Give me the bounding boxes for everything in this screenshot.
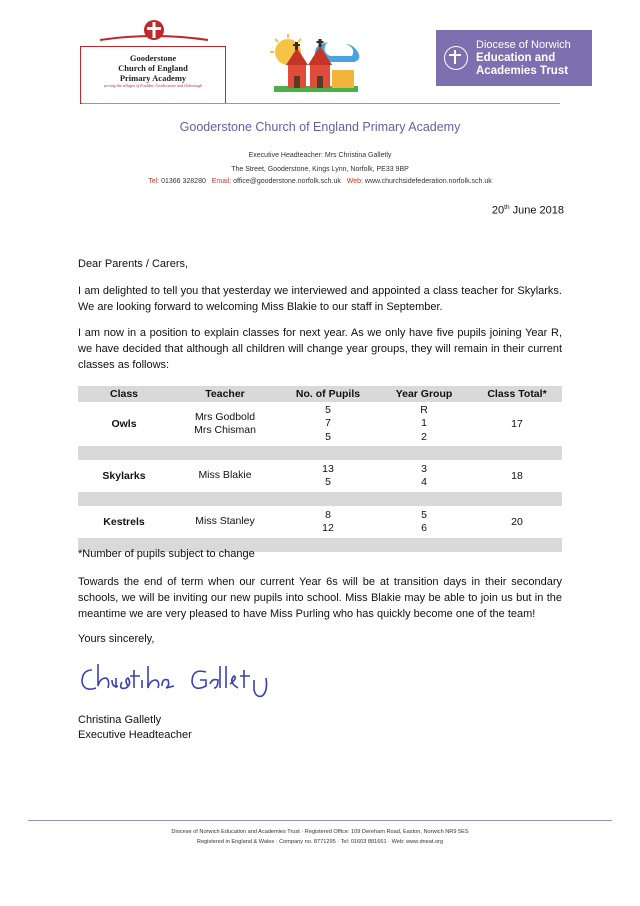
school-logo: [80, 18, 228, 86]
table-row: [78, 402, 562, 446]
teacher-name: Miss Stanley: [195, 515, 255, 528]
class-total: 18: [511, 470, 523, 482]
diocese-logo-line2: Education and: [476, 51, 556, 64]
headteacher-line: Executive Headteacher: Mrs Christina Galletly: [248, 152, 392, 159]
table-header: [78, 386, 562, 402]
paragraph-1: I am delighted to tell you that yesterday we interviewed and appointed a class teacher for Skylarks. We are looking forward to welcoming Miss Blakie to our staff in September.: [78, 285, 562, 313]
pupil-count: 12: [322, 522, 334, 534]
pupils-cell: [280, 463, 376, 490]
table-separator: [78, 492, 562, 506]
pupil-count: 8: [325, 508, 331, 521]
school-logo-line1: Gooderstone: [129, 53, 177, 63]
header-teacher: Teacher: [205, 388, 245, 400]
year-group: 3: [421, 462, 427, 475]
tel-label: Tel:: [148, 178, 160, 185]
pupil-count: 13: [322, 462, 334, 475]
header-class-total: Class Total*: [487, 388, 547, 400]
year-group: 4: [421, 476, 427, 488]
salutation: Dear Parents / Carers,: [78, 258, 189, 270]
email-label: Email:: [211, 178, 232, 185]
footer-line2: Registered in England & Wales · Company no. 8771295 · Tel: 01603 881661 · Web: www.dneat.org: [196, 839, 444, 845]
year-cell: [376, 463, 472, 490]
email-link[interactable]: office@gooderstone.norfolk.sch.uk: [233, 178, 341, 185]
paragraph-2: I am now in a position to explain classes for next year. As we only have five pupils joining Year R, we have decided that although all children will change year groups, they will remain in their current classes as follows:: [78, 327, 562, 371]
church-icon: [266, 34, 364, 94]
year-group: 2: [421, 430, 427, 443]
teacher-cell: [170, 411, 280, 438]
header-pupils: No. of Pupils: [295, 388, 361, 400]
school-logo-line3: Primary Academy: [119, 73, 187, 83]
handwritten-signature: [78, 656, 298, 700]
address-line: The Street, Gooderstone, Kings Lynn, Norfolk, PE33 9BP: [231, 166, 409, 173]
date-suffix: th: [504, 204, 510, 211]
signer-title: Executive Headteacher: [78, 729, 192, 741]
pupil-count: 7: [325, 417, 331, 430]
class-name: Skylarks: [102, 470, 146, 482]
closing: Yours sincerely,: [78, 633, 155, 645]
contact-line: [0, 178, 640, 185]
diocese-logo: [436, 30, 592, 86]
pupils-cell: [280, 404, 376, 445]
teacher-name: Mrs Godbold: [194, 410, 256, 423]
footnote: *Number of pupils subject to change: [78, 548, 255, 560]
teacher-name: Miss Blakie: [198, 469, 252, 482]
signer-block: [78, 713, 192, 743]
school-logo-tagline: serving the villages of Foulden, Gooderstone and Oxborough: [103, 83, 203, 88]
date-rest: June 2018: [509, 204, 564, 217]
web-link[interactable]: www.churchsidefederation.norfolk.sch.uk: [364, 178, 492, 185]
class-total: 20: [511, 516, 523, 528]
year-group: R: [420, 403, 428, 416]
paragraph-3: Towards the end of term when our current Year 6s will be at transition days in their secondary schools, we will be inviting our new pupils into school. Miss Blakie may be able to join us but in the meantime we are very pleased to have Miss Purling who has quickly become one of the team!: [78, 576, 562, 620]
letter-date: [492, 204, 564, 217]
year-cell: [376, 509, 472, 536]
class-name: Owls: [111, 418, 137, 430]
header-divider: [82, 103, 560, 104]
teacher-name: Mrs Chisman: [194, 424, 256, 436]
table-row: [78, 460, 562, 492]
diocese-logo-line3: Academies Trust: [476, 64, 569, 77]
school-title: Gooderstone Church of England Primary Academy: [179, 120, 461, 134]
table-separator: [78, 446, 562, 460]
pupil-count: 5: [325, 403, 331, 416]
footer-line1: Diocese of Norwich Education and Academies Trust · Registered Office: 109 Dereham Road, Easton, Norwich NR9 5ES: [171, 829, 469, 835]
date-day: 20: [491, 204, 505, 217]
pupil-count: 5: [325, 476, 331, 488]
year-cell: [376, 404, 472, 445]
class-name: Kestrels: [103, 516, 145, 528]
school-logo-line2: Church of England: [118, 63, 188, 73]
diocese-logo-line1: Diocese of Norwich: [476, 38, 571, 51]
teacher-cell: [170, 515, 280, 529]
tel-value: 01366 328280: [161, 178, 206, 185]
year-group: 5: [421, 508, 427, 521]
teacher-cell: [170, 469, 280, 483]
classes-table: [78, 386, 562, 552]
church-drawing-logo: [266, 34, 364, 94]
web-label: Web:: [346, 178, 363, 185]
header-class: Class: [109, 388, 139, 400]
pupil-count: 5: [325, 430, 331, 443]
class-total: 17: [511, 418, 523, 430]
signer-name: Christina Galletly: [78, 714, 162, 726]
pupils-cell: [280, 509, 376, 536]
footer-divider: [28, 820, 612, 821]
diocese-cross-icon: [444, 46, 468, 70]
table-row: [78, 506, 562, 538]
year-group: 1: [421, 417, 427, 430]
header-year-group: Year Group: [395, 388, 453, 400]
year-group: 6: [421, 522, 427, 534]
